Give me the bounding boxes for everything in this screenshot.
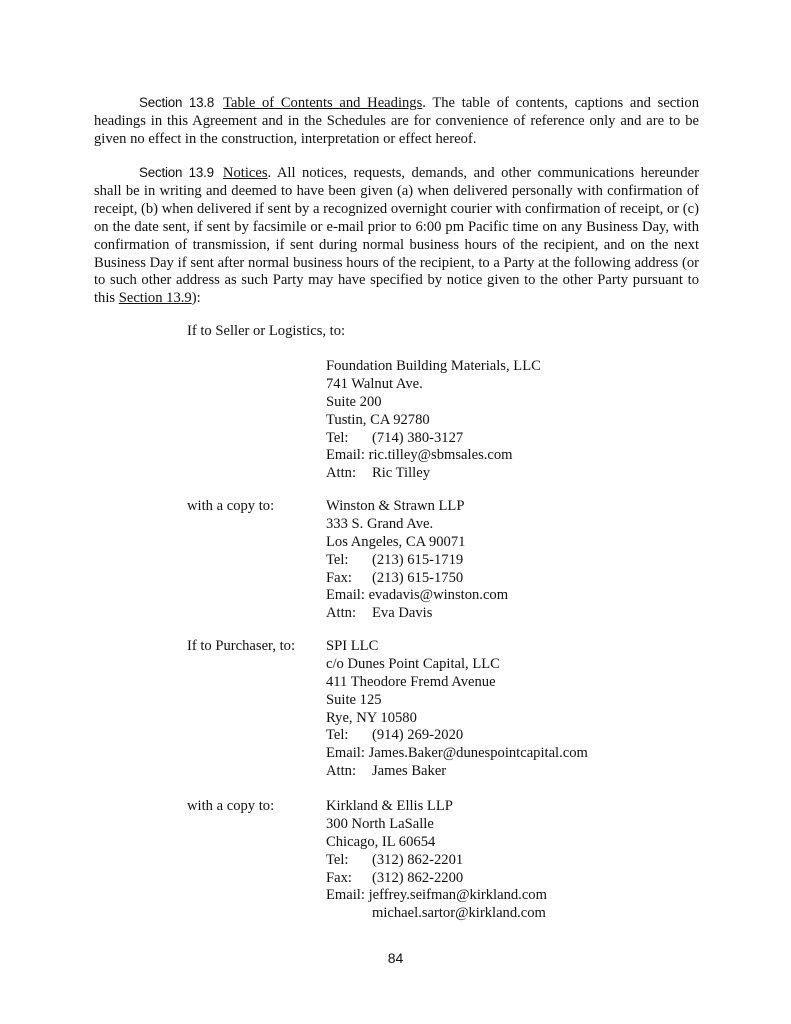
tel-value: (914) 269-2020 (372, 727, 464, 744)
fax-value: (312) 862-2200 (372, 869, 464, 886)
purchaser-label: If to Purchaser, to: (187, 638, 296, 654)
section-13-8-title: Table of Contents and Headings (223, 95, 423, 111)
section-13-9-tail: ): (191, 290, 201, 307)
fax-label: Fax: (326, 869, 352, 886)
section-13-8-body: . The table of contents, captions and section headings in this Agreement and in the Schedules are for convenience of reference only and are to be given no effect in the construction, interpretation or effect hereof. (94, 95, 699, 147)
address-line: 741 Walnut Ave. (326, 375, 423, 392)
email-line (326, 887, 547, 905)
seller-copy-label: with a copy to: (187, 498, 275, 514)
attn-value: James Baker (372, 763, 447, 780)
tel-line (326, 727, 588, 745)
purchaser-copy-label: with a copy to: (187, 798, 275, 814)
section-13-8-paragraph (94, 94, 699, 149)
email-label: Email: (326, 745, 365, 762)
section-13-9-title: Notices (222, 165, 268, 181)
email-label: Email: (326, 587, 365, 604)
email-value: evadavis@winston.com (368, 587, 509, 604)
email-line-continued: michael.sartor@kirkland.com (372, 905, 546, 922)
address-line: Foundation Building Materials, LLC (326, 358, 541, 374)
tel-line (326, 552, 508, 570)
address-line: Kirkland & Ellis LLP (326, 798, 453, 814)
address-line: 411 Theodore Fremd Avenue (326, 673, 496, 690)
fax-line (326, 570, 508, 588)
tel-label: Tel: (326, 551, 349, 568)
section-13-9-paragraph (94, 164, 699, 308)
attn-value: Ric Tilley (372, 465, 430, 482)
email-value: James.Baker@dunespointcapital.com (368, 745, 588, 762)
email-line (326, 745, 588, 763)
tel-line (326, 430, 541, 448)
tel-label: Tel: (326, 727, 349, 744)
attn-label: Attn: (326, 605, 356, 622)
seller-copy-address (326, 498, 508, 623)
fax-label: Fax: (326, 569, 352, 586)
address-line: 333 S. Grand Ave. (326, 515, 434, 532)
address-line: Suite 200 (326, 393, 382, 410)
tel-value: (714) 380-3127 (372, 429, 464, 446)
seller-address (326, 358, 541, 483)
section-13-9-reference: Section 13.9 (118, 290, 192, 307)
attn-line (326, 763, 588, 781)
section-13-8-heading: Section 13.8 (139, 95, 215, 110)
fax-value: (213) 615-1750 (372, 569, 464, 586)
section-13-9-body: . All notices, requests, demands, and other communications hereunder shall be in writing and deemed to have been given (a) when delivered personally with confirmation of receipt, (b) when delivered if sent by a recognized overnight courier with confirmation of receipt, or (c) on the date sent, if sent by facsimile or e-mail prior to 6:00 pm Pacific time on any Business Day, with confirmation of transmission, if sent during normal business hours of the recipient, and on the next Business Day if sent after normal business hours of the recipient, to a Party at the following address (or to such other address as such Party may have specified by notice given to the other Party pursuant to this (94, 165, 699, 307)
page-number: 84 (387, 950, 404, 966)
tel-label: Tel: (326, 429, 349, 446)
tel-value: (312) 862-2201 (372, 851, 464, 868)
email-value: ric.tilley@sbmsales.com (368, 447, 513, 464)
attn-label: Attn: (326, 465, 356, 482)
address-line: Tustin, CA 92780 (326, 411, 430, 428)
address-line: c/o Dunes Point Capital, LLC (326, 655, 500, 672)
attn-line (326, 605, 508, 623)
attn-label: Attn: (326, 763, 356, 780)
email-value: jeffrey.seifman@kirkland.com (368, 887, 547, 904)
purchaser-address (326, 638, 588, 781)
address-line: Los Angeles, CA 90071 (326, 533, 466, 550)
email-label: Email: (326, 447, 365, 464)
attn-line (326, 465, 541, 483)
address-line: Winston & Strawn LLP (326, 498, 465, 514)
tel-value: (213) 615-1719 (372, 551, 464, 568)
email-line (326, 587, 508, 605)
tel-label: Tel: (326, 851, 349, 868)
address-line: Rye, NY 10580 (326, 709, 417, 726)
email-line (326, 447, 541, 465)
email-label: Email: (326, 887, 365, 904)
fax-line (326, 870, 547, 888)
address-line: SPI LLC (326, 638, 379, 654)
address-line: Suite 125 (326, 691, 382, 708)
address-line: Chicago, IL 60654 (326, 833, 436, 850)
purchaser-copy-address (326, 798, 547, 923)
address-line: 300 North LaSalle (326, 815, 434, 832)
seller-intro: If to Seller or Logistics, to: (187, 323, 346, 339)
tel-line (326, 852, 547, 870)
section-13-9-heading: Section 13.9 (139, 165, 214, 180)
attn-value: Eva Davis (372, 605, 433, 622)
